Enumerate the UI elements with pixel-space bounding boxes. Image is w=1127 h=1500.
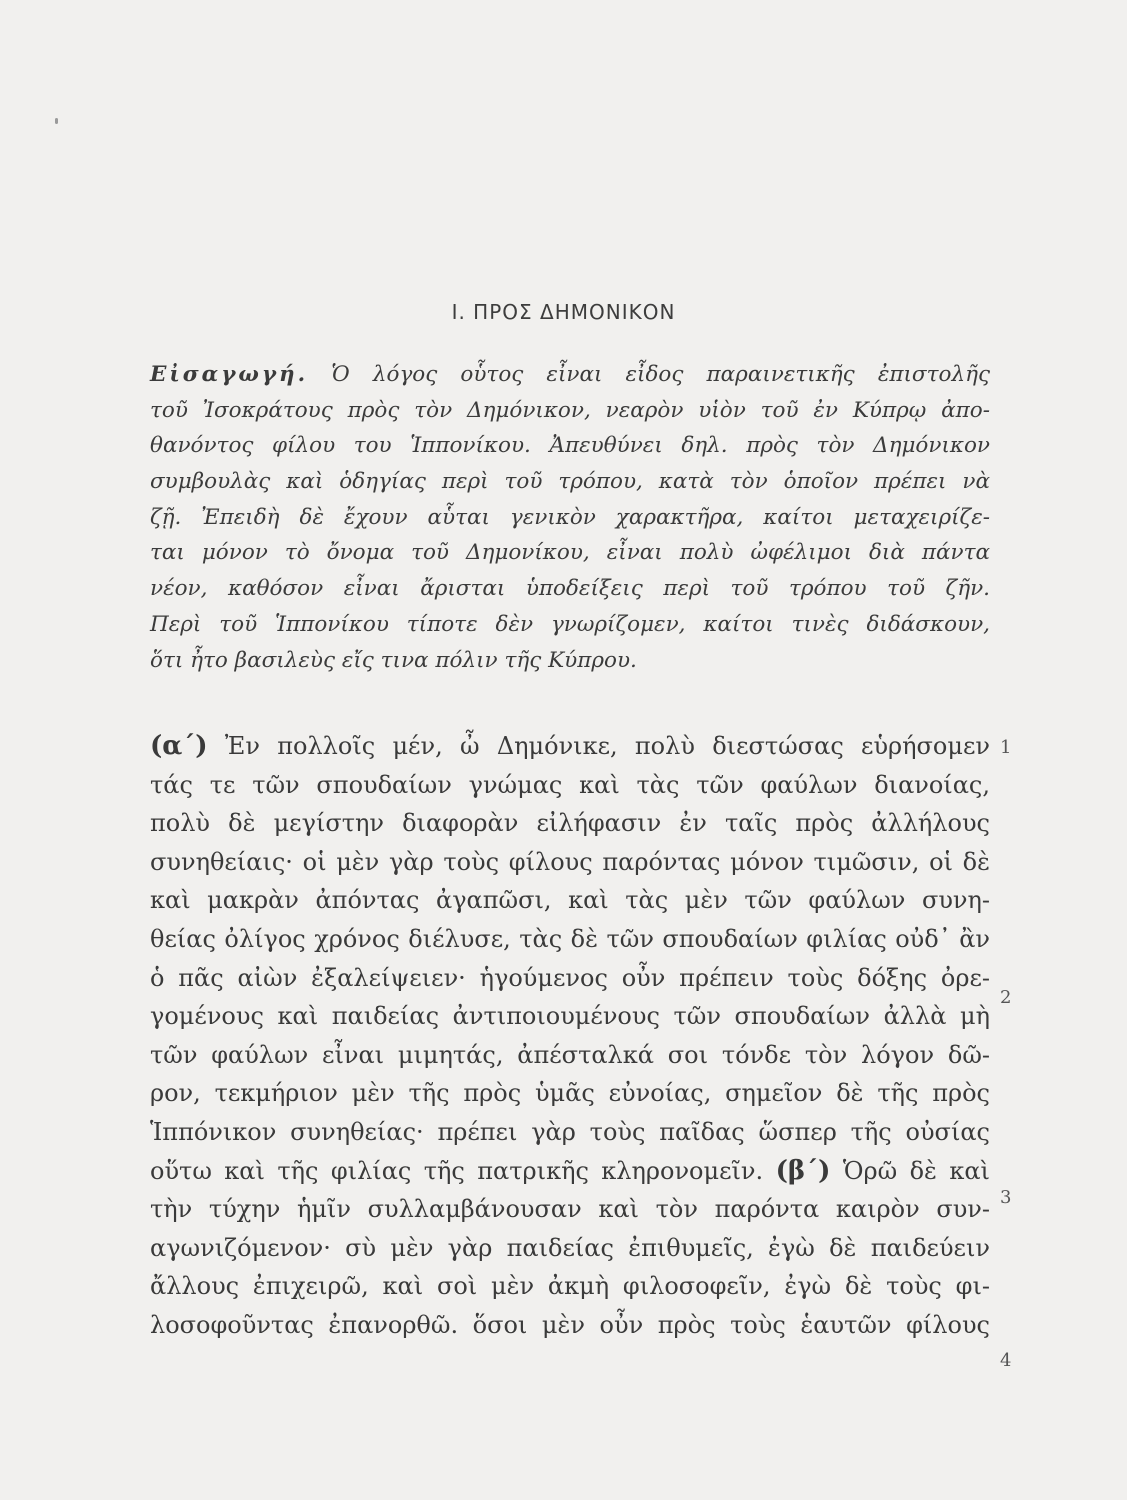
text-line: Ἱππόνικον συνηθείας· πρέπει γὰρ τοὺς παῖδας ὥσπερ τῆς οὐσίας [150, 1117, 990, 1146]
intro-line: Εἰσαγωγή. Ὁ λόγος οὗτος εἶναι εἶδος παραινετικῆς ἐπιστολῆς [150, 362, 990, 387]
text-line: αγωνιζόμενον· σὺ μὲν γὰρ παιδείας ἐπιθυμεῖς, ἐγὼ δὲ παιδεύειν [150, 1233, 990, 1262]
text-line: πολὺ δὲ μεγίστην διαφορὰν εἰλήφασιν ἐν ταῖς πρὸς ἀλλήλους [150, 809, 990, 838]
margin-number-2: 2 [1000, 987, 1012, 1008]
intro-line: τοῦ Ἰσοκράτους πρὸς τὸν Δημόνικον, νεαρὸν υἱὸν τοῦ ἐν Κύπρῳ ἀπο- [150, 397, 990, 423]
section-marker-a: (α΄) [150, 731, 208, 761]
intro-line: θανόντος φίλου του Ἱππονίκου. Ἀπευθύνει δηλ. πρὸς τὸν Δημόνικον [150, 433, 990, 459]
section-marker-b: (β΄) [775, 1155, 831, 1186]
text-line: θείας ὀλίγος χρόνος διέλυσε, τὰς δὲ τῶν σπουδαίων φιλίας οὐδ᾽ ἂν [150, 924, 990, 953]
intro-line: ζῇ. Ἐπειδὴ δὲ ἔχουν αὗται γενικὸν χαρακτῆρα, καίτοι μεταχειρίζε- [150, 504, 990, 530]
margin-number-1: 1 [1000, 737, 1012, 758]
intro-line: συμβουλὰς καὶ ὁδηγίας περὶ τοῦ τρόπου, κατὰ τὸν ὁποῖον πρέπει νὰ [150, 469, 990, 495]
intro-line: Περὶ τοῦ Ἱππονίκου τίποτε δὲν γνωρίζομεν, καίτοι τινὲς διδάσκουν, [150, 611, 990, 637]
scan-speck [55, 118, 58, 124]
margin-number-4: 4 [1000, 1350, 1012, 1371]
intro-line: ὅτι ἦτο βασιλεὺς εἴς τινα πόλιν τῆς Κύπρου. [150, 647, 637, 673]
text-line: ἄλλους ἐπιχειρῶ, καὶ σοὶ μὲν ἀκμὴ φιλοσοφεῖν, ἐγὼ δὲ τοὺς φι- [150, 1272, 990, 1301]
text-line: τῶν φαύλων εἶναι μιμητάς, ἀπέσταλκά σοι τόνδε τὸν λόγον δῶ- [150, 1040, 990, 1069]
text-line: τὴν τύχην ἡμῖν συλλαμβάνουσαν καὶ τὸν παρόντα καιρὸν συν- [150, 1195, 990, 1224]
intro-line: νέον, καθόσον εἶναι ἄρισται ὑποδείξεις περὶ τοῦ τρόπου τοῦ ζῆν. [150, 576, 990, 602]
text-line: (α΄) Ἐν πολλοῖς μέν, ὦ Δημόνικε, πολὺ διεστώσας εὑρήσομεν [150, 731, 990, 761]
text-line: ρον, τεκμήριον μὲν τῆς πρὸς ὑμᾶς εὐνοίας, σημεῖον δὲ τῆς πρὸς [150, 1079, 990, 1108]
text-line: ὁ πᾶς αἰὼν ἐξαλείψειεν· ἡγούμενος οὖν πρέπειν τοὺς δόξης ὀρε- [150, 963, 990, 992]
intro-line: ται μόνον τὸ ὄνομα τοῦ Δημονίκου, εἶναι πολὺ ὠφέλιμοι διὰ πάντα [150, 540, 990, 566]
page-title: Ι. ΠΡΟΣ ΔΗΜΟΝΙΚΟΝ [451, 300, 676, 324]
text-line: τάς τε τῶν σπουδαίων γνώμας καὶ τὰς τῶν φαύλων διανοίας, [150, 770, 990, 799]
text-line: γομένους καὶ παιδείας ἀντιποιουμένους τῶν σπουδαίων ἀλλὰ μὴ [150, 1002, 990, 1031]
text-line: καὶ μακρὰν ἀπόντας ἀγαπῶσι, καὶ τὰς μὲν τῶν φαύλων συνη- [150, 886, 990, 915]
text-line: συνηθείαις· οἱ μὲν γὰρ τοὺς φίλους παρόντας μόνον τιμῶσιν, οἱ δὲ [150, 847, 990, 876]
text-line: οὕτω καὶ τῆς φιλίας τῆς πατρικῆς κληρονομεῖν. (β΄) Ὁρῶ δὲ καὶ [150, 1155, 990, 1186]
introduction [150, 357, 990, 678]
margin-number-3: 3 [1000, 1187, 1012, 1208]
text-line: λοσοφοῦντας ἐπανορθῶ. ὅσοι μὲν οὖν πρὸς τοὺς ἑαυτῶν φίλους [150, 1310, 990, 1339]
main-text [150, 727, 990, 1345]
intro-label: Εἰσαγωγή. [150, 362, 309, 387]
